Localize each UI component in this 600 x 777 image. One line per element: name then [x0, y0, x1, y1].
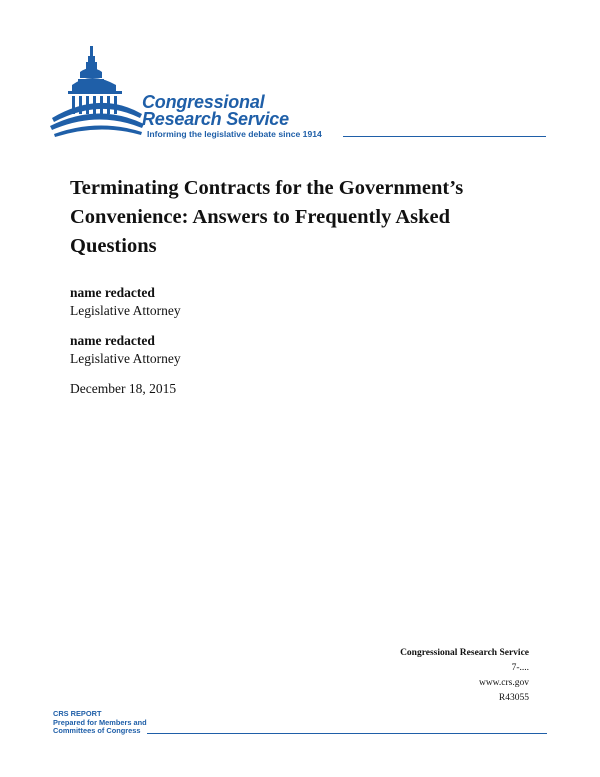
footer-label — [53, 710, 547, 736]
org-name-line1: Congressional — [142, 92, 265, 112]
footer-line2: Prepared for Members and — [53, 717, 147, 727]
report-title: Terminating Contracts for the Government’s Convenience: Answers to Frequently Asked Questions — [70, 177, 464, 257]
org-tagline: Informing the legislative debate since 1914 — [147, 129, 322, 139]
footer-line1: CRS REPORT — [53, 709, 102, 718]
footer-divider — [147, 733, 547, 734]
author-role: Legislative Attorney — [70, 351, 181, 366]
header-divider — [343, 136, 546, 137]
report-date: December 18, 2015 — [70, 381, 177, 396]
contact-block — [400, 646, 529, 706]
org-name-line2: Research Service — [142, 109, 289, 129]
org-name — [142, 94, 289, 128]
contact-website[interactable]: www.crs.gov — [478, 678, 529, 688]
author-block — [70, 284, 181, 320]
contact-phone: 7-.... — [511, 663, 529, 673]
author-block — [70, 332, 181, 368]
footer — [53, 710, 547, 740]
report-number: R43055 — [498, 693, 529, 703]
contact-org: Congressional Research Service — [400, 648, 529, 658]
author-name: name redacted — [70, 285, 155, 300]
crs-logo — [50, 42, 550, 142]
author-role: Legislative Attorney — [70, 303, 181, 318]
author-name: name redacted — [70, 333, 155, 348]
footer-line3: Committees of Congress — [53, 726, 141, 736]
capitol-dome-icon — [50, 42, 146, 140]
